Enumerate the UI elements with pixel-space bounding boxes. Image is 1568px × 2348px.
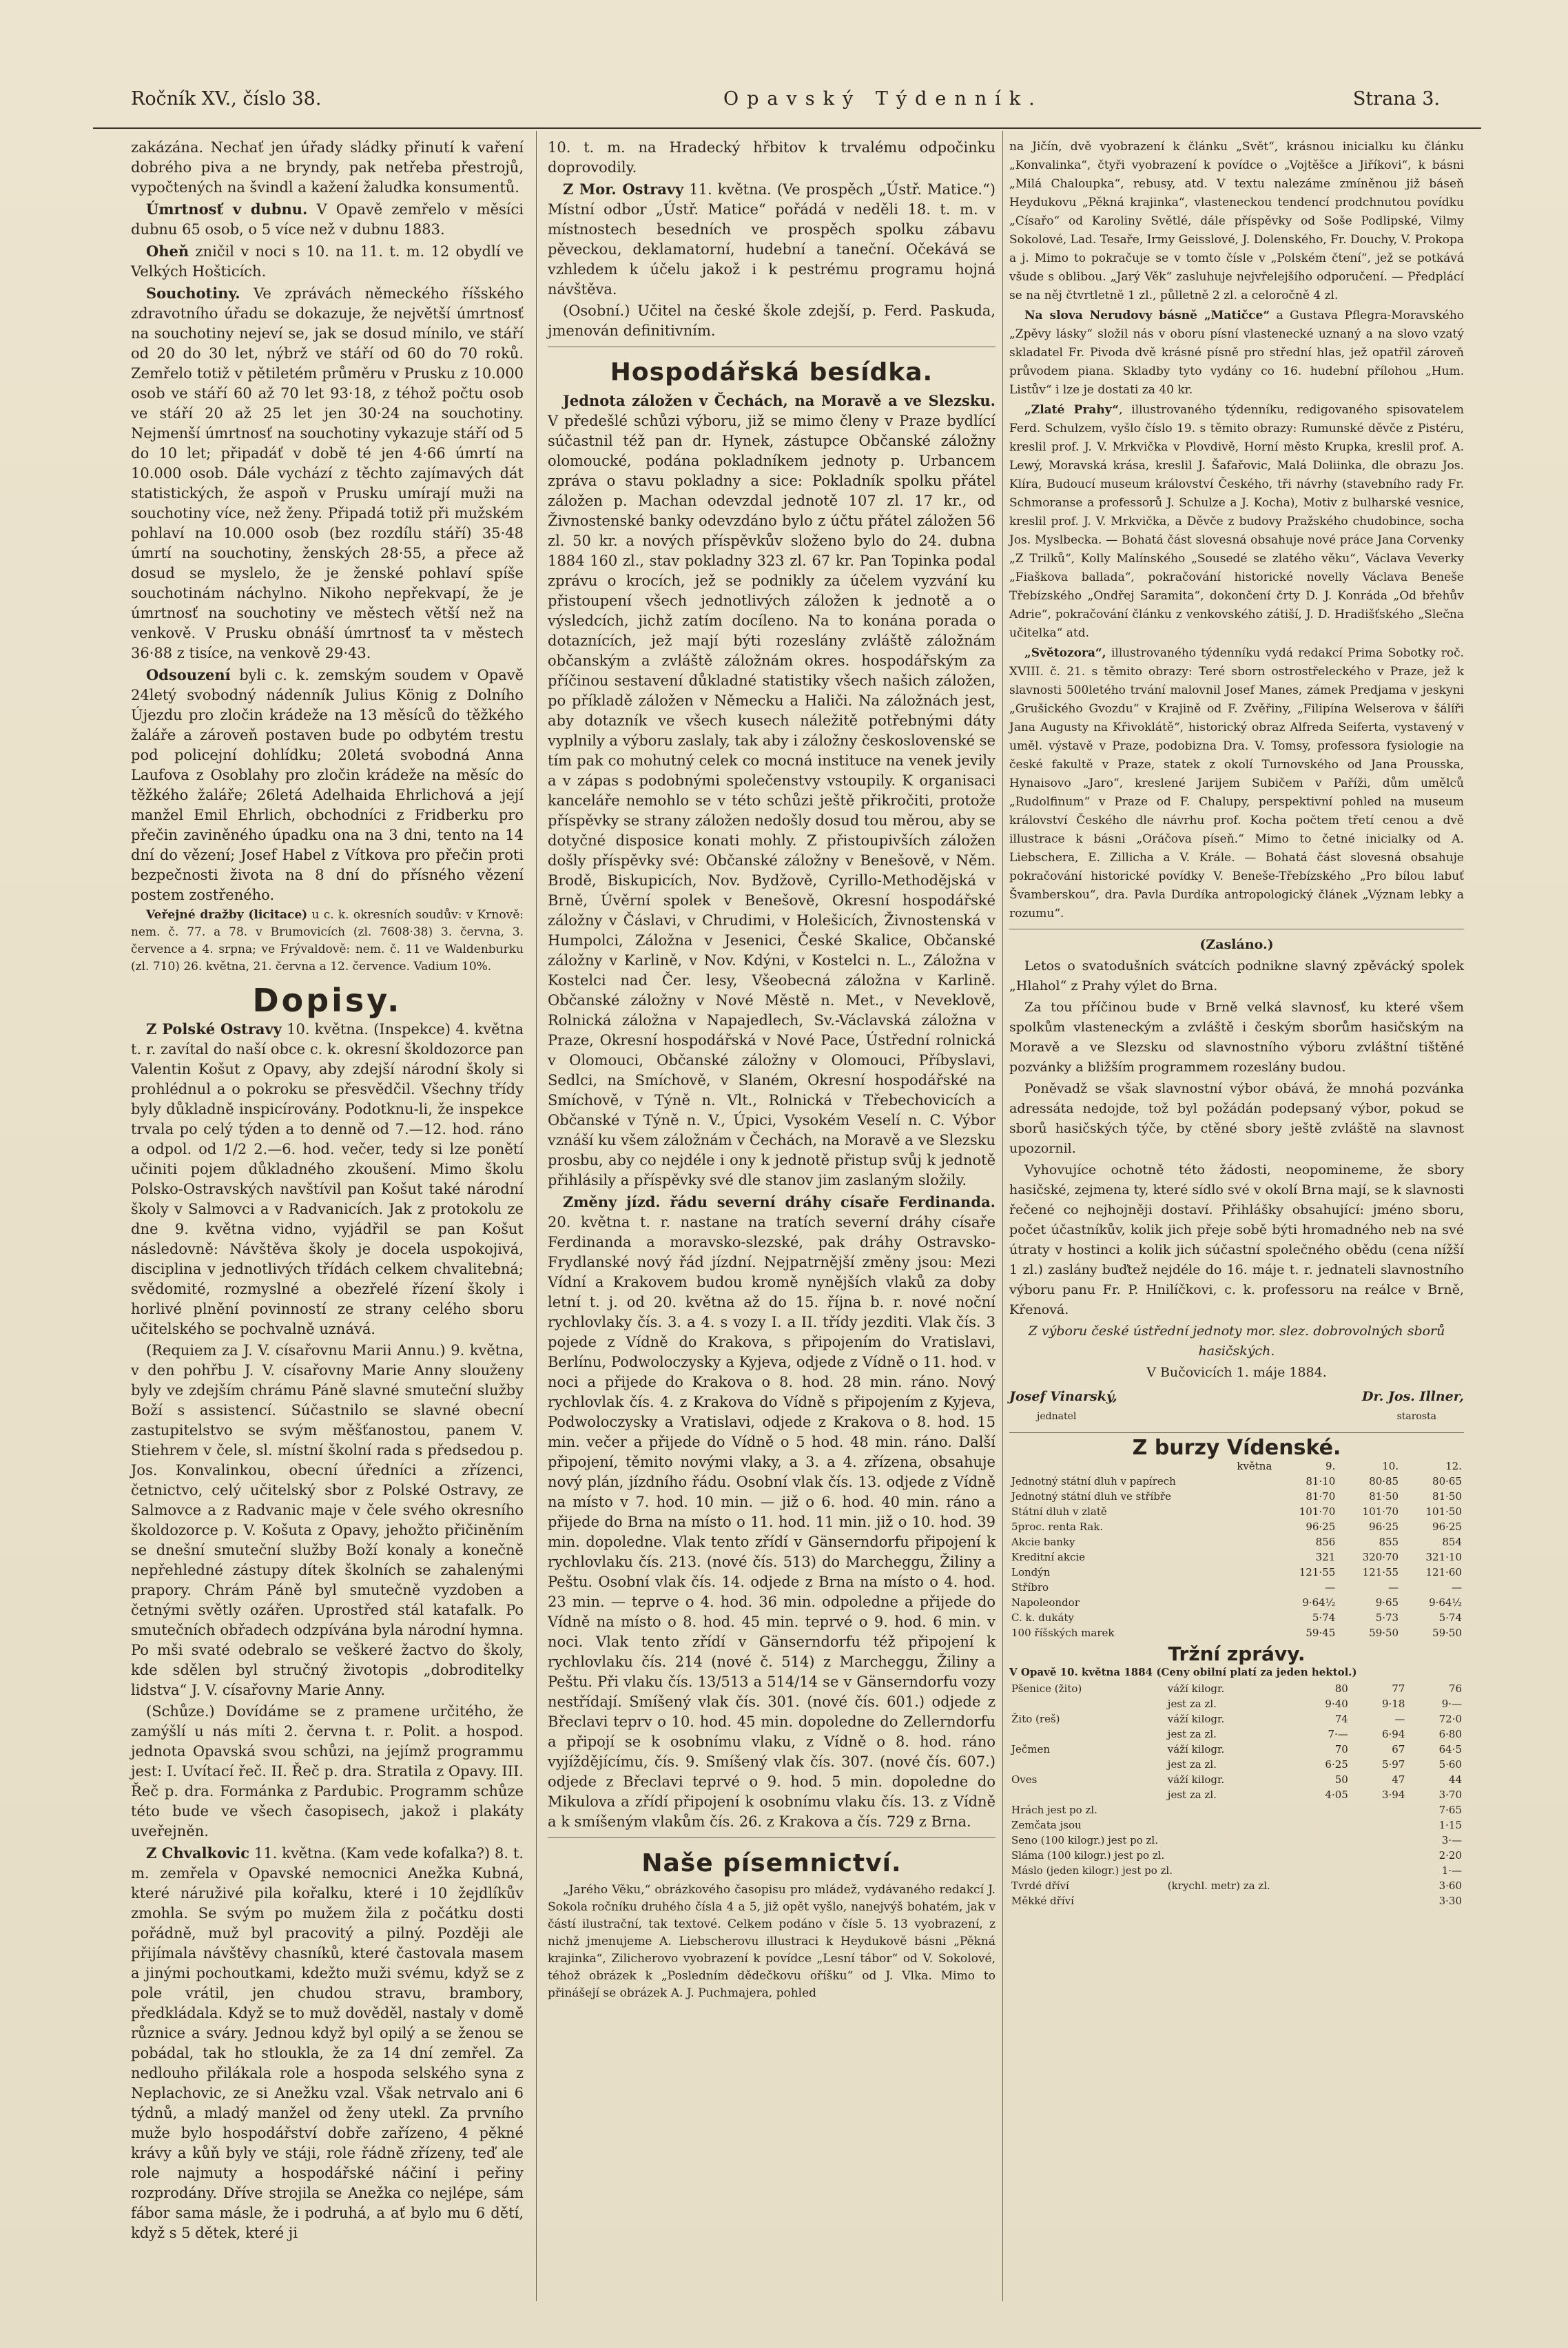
divider: [1009, 1432, 1464, 1433]
table-cell: 320·70: [1362, 1551, 1399, 1563]
table-cell: 6·25: [1325, 1758, 1348, 1771]
table-cell: jest za zl.: [1167, 1698, 1217, 1710]
table-header: 9.: [1325, 1460, 1336, 1472]
table-cell: Kreditní akcie: [1011, 1551, 1086, 1563]
burza-table: [1009, 1459, 1464, 1640]
article-text: na Jičín, dvě vyobrazení k článku „Svět“, krásnou inicialku ku článku „Konvalinka“, čtyři vyobrazení k povídce o „Vojtěšce a Jiříkovi“, k básni „Milá Chaloupka“, rebusy, atd. V textu nalezáme zmíněnou již báseň Heydukovu „Pěkná krajinka“, vlasteneckou tendencí prodchnutou povídku „Císařo“ od Karoliny Světlé, dále příspěvky od Soše Podlipské, Vilmy Sokolové, Lad. Tesaře, Irmy Geisslové, J. Dolenského, Fr. Douchy, V. Prokopa a j. Mimo to pokračuje se v tomto čísle v „Polském čtení“, jež se potkává všude s oblibou. „Jarý Věk“ zasluhuje nejvřelejšího odporučení. — Předplácí se na něj čtvrtletně 1 zl., půlletně 2 zl. a celoročně 4 zl.: [1009, 140, 1464, 302]
table-cell: 3·60: [1438, 1880, 1462, 1892]
table-cell: 101·70: [1362, 1505, 1399, 1518]
table-row: [1009, 1742, 1464, 1757]
table-row: [1009, 1681, 1464, 1696]
table-cell: 80·65: [1432, 1475, 1462, 1487]
table-row: [1009, 1549, 1464, 1565]
article-ohen: Oheň zničil v noci s 10. na 11. t. m. 12 obydlí ve Velkých Hošticích.: [131, 243, 524, 280]
letter-chvalkovice: Z Chvalkovic 11. května. (Kam vede kofalka?) 8. t. m. zemřela v Opavské nemocnici Anežka Kubná, které náruživé pila kořalku, které i 10 žejdlíkův zmohla. Se svým po mužem žila z počátku dosti pořádně, muž byl pracovitý a pilný. Později ale přijímala návštěvy chasníků, které častovala masem a jinými pochoutkami, kdežto muži svému, když se z pole vrátil, jen chudou stravu, brambory, předkládala. Když se to muž dověděl, nastaly v domě různice a sváry. Jednou když byl opilý a se ženou se pobádal, tak ho stloukla, že za 14 dní zemřel. Za nedlouho přilákala role a hospoda selského syna z Neplachovic, ze si Anežku vzal. Však netrvalo ani 6 týdnů, a mladý manžel od ženy utekl. Za prvního muže bylo hospodářství dobře zařízeno, 4 pěkné krávy a kůň byly ve stáji, role řádně zřízeny, teď ale role najmuty a hospodářské náčiní i peřiny rozprodány. Dříve strojila se Anežka co nejlépe, sám fábor sama másle, že i podruhá, a ať bylo mu 6 dětí, když s 5 dětek, které ji: [131, 1844, 524, 2241]
role-left: jednatel: [1037, 1411, 1077, 1422]
table-cell: 856: [1315, 1536, 1336, 1548]
table-cell: 3·30: [1438, 1895, 1462, 1907]
table-row: [1009, 1863, 1464, 1878]
table-row: [1009, 1504, 1464, 1519]
table-cell: 80·85: [1369, 1475, 1399, 1487]
table-cell: 50: [1334, 1773, 1348, 1786]
table-cell: 2·20: [1438, 1849, 1462, 1862]
table-cell: Ječmen: [1011, 1743, 1051, 1755]
article-drazby: Veřejné dražby (licitace) u c. k. okresních soudův: v Krnově: nem. č. 77. a 78. v Brumovicích (zl. 7608·38) 3. června, 3. července a 4. srpna; ve Frývaldově: nem. č. 11 ve Waldenburku (zl. 710) 26. května, 21. června a 12. července. Vadium 10%.: [131, 908, 524, 974]
table-row: [1009, 1580, 1464, 1595]
table-cell: 121·55: [1362, 1566, 1399, 1578]
letter-mor-ostrava: Z Mor. Ostravy 11. května. (Ve prospěch „Ústř. Matice.“) Místní odbor „Ústř. Matice“ pořádá v neděli 18. t. m. v místnostech besedních ve prospěch spolku zábavu pěveckou, deklamatorní, hudební a taneční. Očekává se vzhledem k účelu jakož i k pestrému programu hojná návštěva.: [548, 181, 996, 298]
zaslano-signature-line: Z výboru české ústřední jednoty mor. slez. dobrovolných sborů hasičských.: [1028, 1324, 1445, 1359]
table-cell: 6·80: [1438, 1728, 1462, 1740]
letter-polska-ostrava: Z Polské Ostravy 10. května. (Inspekce) 4. května t. r. zavítal do naší obce c. k. okresní školdozorce pan Valentin Košut z Opavy, aby zdejší národní školy si prohlédnul a o pokroku se přesvědčil. Všechny třídy byly důkladně inspicírovány. Podotknu-li, že inspekce trvala po celý týden a to denně od 7.—12. hod. ráno a odpol. od 1/2 2.—6. hod. večer, tedy si lze ponětí učiniti pojem důkladného zkoušení. Mimo školu Polsko-Ostravských navštívil pan Košut také národní školy v Salmovci a v Radvanicích. Jak z protokolu ze dne 9. května vidno, vyjádřil se pan Košut následovně: Návštěva školy je docela uspokojivá, disciplina v jednotlivých třídách celkem chvalitebná; svědomité, rozmyslné a obezřelé řízení školy i horlivé plnění povinností ze strany celého sboru učitelského se pochvalně uznává.: [131, 1020, 524, 1337]
table-row: [1009, 1625, 1464, 1640]
table-cell: 121·60: [1425, 1566, 1462, 1578]
page-number: Strana 3.: [1352, 88, 1440, 110]
column-divider: [536, 131, 537, 2301]
article-text: 10. t. m. na Hradecký hřbitov k trvalému odpočinku doprovodily.: [548, 139, 996, 176]
table-row: [1009, 1787, 1464, 1802]
table-row: [1009, 1610, 1464, 1625]
signature-roles: [1009, 1407, 1464, 1427]
table-cell: 7·65: [1438, 1804, 1462, 1816]
table-cell: Měkké dříví: [1011, 1895, 1074, 1907]
table-cell: 96·25: [1306, 1521, 1336, 1533]
table-cell: 855: [1379, 1536, 1399, 1548]
table-cell: 81·70: [1306, 1490, 1336, 1503]
table-cell: 64·5: [1438, 1743, 1462, 1755]
table-cell: 9·65: [1375, 1596, 1399, 1609]
article-text: zakázána. Nechať jen úřady sládky přinutí k vaření dobrého piva a ne bryndy, pak netřeba přestrojů, vypočtených na švindl a kažení žaludka konsumentů.: [131, 139, 524, 196]
table-header: května: [1237, 1460, 1272, 1472]
table-cell: váží kilogr.: [1167, 1773, 1225, 1786]
issue-label: Ročník XV., číslo 38.: [131, 88, 322, 110]
table-header: 12.: [1445, 1460, 1462, 1472]
zaslano-paragraph: Vyhovujíce ochotně této žádosti, neopomineme, že sbory hasičské, zejmena ty, které sídlo své v okolí Brna mají, se k slavnosti řečené co nejhojněji dostaví. Přihlášky obsahující: jméno sboru, počet účastníkův, kolik jich přeje sobě býti hromadného neb na své útraty v hostinci a kolik jich súčastní společného obědu (cena nížší 1 zl.) zaslány buďtež nejdéle do 16. máje t. r. jednateli slavnostního výboru panu Fr. P. Hnilíčkovi, c. k. professoru na reálce v Brně, Křenová.: [1009, 1162, 1464, 1317]
signature-left: Josef Vinarský,: [1009, 1389, 1117, 1404]
signature-right: Dr. Jos. Illner,: [1361, 1389, 1464, 1404]
table-cell: Žito (reš): [1011, 1713, 1060, 1725]
table-cell: 44: [1448, 1773, 1462, 1786]
article-zmeny: Změny jízd. řádu severní dráhy císaře Ferdinanda. 20. května t. r. nastane na tratích severní dráhy císaře Ferdinanda a moravsko-slezské, pak dráhy Ostravsko-Frydlanské nový řád jízdní. Nejpatrnější změny jsou: Mezi Vídní a Krakovem budou kromě nynějších vlaků za doby letní t. j. od 20. května až do 15. října b. r. nové noční rychlovlaky čís. 3. a 4. s vozy I. a II. třídy jezditi. Vlak čís. 3 pojede z Vídně do Krakova, s připojením do Vratislavi, Berlínu, Podwoloczysky a Kyjeva, odjede z Vídně o 11. hod. v noci a přijede do Krakova o 8. hod. 28 min. ráno. Nový rychlovlak čís. 4. z Krakova do Vídně s připojením z Kyjeva, Podwoloczysky a Vratislavi, odjede z Krakova o 8. hod. 15 min. večer a přijede do Vídně o 5 hod. 48 min. ráno. Další připojení, těmito novými vlaky, a 3. a 4. zřízena, obsahuje nový plán, jízdního řádu. Osobní vlak čís. 13. odjede z Vídně na místo v 7. hod. 10 min. — již o 6. hod. 40 min. ráno a přijede do Brna na místo o 11. hod. 11 min. již o 10. hod. 39 min. dopoledne. Vlak tento zřídí v Gänserndorfu připojení k rychlovlaku čís. 213. (nové čís. 513) do Marcheggu, Žiliny a Peštu. Osobní vlak čís. 14. odjede z Brna na místo o 4. hod. 23 min. — teprve o 4. hod. 36 min. odpoledne a přijede do Vídně na místo o 8. hod. 45 min. teprvé o 9. hod. 6 min. v noci. Vlak tento zřídí v Gänserndorfu též připojení k rychlovlaku čís. 214 (nové č. 514) z Marcheggu, Žiliny a Peštu. Při vlaku čís. 13/513 a 514/14 se v Gänserndorfu vozy nestřídají. Smíšený vlak čís. 301. (nové čís. 601.) odjede z Břeclavi teprv o 10. hod. 45 min. dopoledne do Zellerndorfu a připojí se k osobnímu vlaku, z Vídně o 8. hod. ráno vyjíždějícímu, čís. 9. Smíšený vlak čís. 307. (nové čís. 607.) odjede z Břeclavi teprvé o 9. hod. 5 min. dopoledne do Mikulova a zřídí připojení k osobnímu vlaku čís. 13. z Vídně a k smíšeným vlakům čís. 26. z Krakova a čís. 729 z Brna.: [548, 1193, 996, 1830]
table-row: [1009, 1757, 1464, 1772]
table-cell: 81·50: [1369, 1490, 1399, 1503]
table-cell: 47: [1392, 1773, 1405, 1786]
table-cell: Seno (100 kilogr.) jest po zl.: [1011, 1834, 1158, 1846]
table-cell: váží kilogr.: [1167, 1682, 1225, 1695]
table-cell: Jednotný státní dluh v papírech: [1011, 1475, 1176, 1487]
table-cell: 4·05: [1325, 1789, 1348, 1801]
table-cell: Stříbro: [1011, 1581, 1049, 1594]
table-cell: 70: [1334, 1743, 1348, 1755]
table-cell: 59·50: [1369, 1627, 1399, 1639]
table-cell: 121·55: [1299, 1566, 1336, 1578]
table-cell: 9·—: [1441, 1698, 1462, 1710]
table-row: [1009, 1727, 1464, 1742]
table-cell: jest za zl.: [1167, 1728, 1217, 1740]
letter-requiem: (Requiem za J. V. císařovnu Marii Annu.) 9. května, v den pohřbu J. V. císařovny Marie Anny slouženy byly ve zdejším chrámu Páně slavné smuteční služby Boží s assistencí. Súčastnilo se slavné obecní zastupitelstvo se svým měšťanostou, panem V. Stiehrem v čele, sl. místní školní rada s předsedou p. Jos. Konvalinkou, obecní úředníci a zřízenci, četnictvo, celý učitelský sbor z Polské Ostravy, ze Salmovce a z Radvanic maje v čele svého okresního školdozorce p. V. Košuta z Opavy, jehožto přičiněním se dnešní smuteční služby Boží konaly a konečně nepřehledné zástupy dítek školních se zahalenými prapory. Chrám Páně byl smutečně vyzdoben a četnými světly ozářen. Uprostřed stál katafalk. Po smutečních obřadech odzpívána byla národní hymna. Po mši svaté odebralo se veškeré žactvo do školy, kde sdělen byl stručný životopis „dobroditelky lidstva“ J. V. císařovny Marie Anny.: [131, 1342, 524, 1698]
trzni-table: [1009, 1681, 1464, 1908]
table-cell: 1·15: [1438, 1819, 1462, 1831]
table-cell: [1009, 1757, 1166, 1772]
table-row: [1009, 1893, 1464, 1908]
section-title-hospodarska: Hospodářská besídka.: [610, 358, 933, 387]
zaslano-paragraph: Poněvadž se však slavnostní výbor obává, že mnohá pozvánka adressáta nedojde, tož byl požádán podepsaný výbor, pokud se sborů hasičských týče, by ctěné sbory ještě zvláště na slavnost upozornil.: [1009, 1081, 1464, 1156]
table-cell: Státní dluh v zlatě: [1011, 1505, 1107, 1518]
table-cell: 9·64½: [1429, 1596, 1462, 1609]
table-cell: 96·25: [1369, 1521, 1399, 1533]
table-row: [1009, 1772, 1464, 1787]
table-row: [1009, 1878, 1464, 1893]
table-cell: 59·45: [1306, 1627, 1336, 1639]
table-cell: 72·0: [1438, 1713, 1462, 1725]
table-cell: 5·74: [1312, 1611, 1336, 1624]
table-cell: [1009, 1727, 1166, 1742]
letter-schuze: (Schůze.) Dovídáme se z pramene určitého, že zamýšlí u nás míti 2. června t. r. Polit. a hospod. jednota Opavská svou schůzi, na jejímž programmu jest: I. Uvítací řeč. II. Řeč p. dra. Stratila z Opavy. III. Řeč p. dra. Formánka z Pardubic. Programm schůze této bude ve všech časopisech, jakož i plakáty uveřejněn.: [131, 1703, 524, 1840]
column-divider: [1002, 131, 1003, 2301]
article-odsouzeni: Odsouzení byli c. k. zemským soudem v Opavě 24letý svobodný nádenník Julius König z Dolního Újezdu pro zločin krádeže na 13 měsíců do těžkého žaláře a zároveň postaven bude po odbytém trestu pod policejní dohlídku; 20letá svobodná Anna Laufova z Osoblahy pro zločin krádeže na měsíc do těžkého žaláře; 26letá Adelhaida Ehrlichová a její manžel Emil Ehrlich, obchodníci z Fridberku pro přečin zaviněného úpadku ona na 3 dni, tento na 14 dní do vězení; Josef Habel z Vítkova pro přečin proti bezpečnosti života na 8 dní do přísného vězení postem zostřeného.: [131, 666, 524, 903]
trzni-title: Tržní zprávy.: [1168, 1642, 1306, 1665]
signatures: [1009, 1387, 1464, 1407]
section-title-pisemnictvi: Naše písemnictví.: [641, 1849, 902, 1877]
role-right: starosta: [1396, 1411, 1436, 1422]
table-cell: 96·25: [1432, 1521, 1462, 1533]
table-cell: 81·50: [1432, 1490, 1462, 1503]
table-cell: jest za zl.: [1167, 1789, 1217, 1801]
table-cell: Pšenice (žito): [1011, 1682, 1082, 1695]
table-cell: Zemčata jsou: [1011, 1819, 1082, 1831]
article-maticce: Na slova Nerudovy básně „Matičce“ a Gustava Pflegra-Moravského „Zpěvy lásky“ složil nás v oboru písní vlastenecké uznaný a na slovo vzatý skladatel Fr. Pivoda dvě krásné písně pro střední hlas, jež opatřil zároveň průvodem piana. Skladby tyto vydány co 16. hudební přílohou „Hum. Listův“ i lze je dostati za 40 kr.: [1009, 309, 1465, 397]
table-cell: Akcie banky: [1011, 1536, 1075, 1548]
table-row: [1009, 1565, 1464, 1580]
table-cell: 5·74: [1438, 1611, 1462, 1624]
table-row: [1009, 1489, 1464, 1504]
table-row: [1009, 1711, 1464, 1727]
table-row: [1009, 1519, 1464, 1534]
column-3: [1009, 138, 1464, 1908]
table-cell: Hrách jest po zl.: [1011, 1804, 1097, 1816]
article-souchotiny: Souchotiny. Ve zprávách německého říšského zdravotního úřadu se dokazuje, že největší úmrtnosť na souchotiny nejeví se, jak se dosud mínilo, ve stáří od 20 do 30 let, nýbrž ve stáří od 60 do 70 roků. Zemřelo totiž v pětiletém průměru v Prusku z 10.000 osob ve stáří 60 až 70 let 93·18, z téhož počtu osob ve stáří 20 až 25 let jen 30·24 na souchotiny. Nejmenší úmrtnosť na souchotiny vykazuje stáří od 5 do 10 let; připadáť v době té jen 4·66 úmrtí na 10.000 osob. Dále vychází z těchto zajímavých dát statistických, že aspoň v Prusku umírají muži na souchotiny více, než ženy. Připadá totiž při mužském pohlaví na 10.000 osob (bez rozdílu stáří) 35·48 úmrtí na souchotiny, ženských 28·55, a přece až dosud se myslelo, že je ženské pohlaví spíše souchotinám náchylno. Nikoho nepřekvapí, že je úmrtnosť na souchotiny ve městech větší než na venkově. V Prusku obnáší úmrtnosť ta v městech 36·88 z tisíce, na venkově 29·43.: [131, 285, 524, 661]
table-row: [1009, 1848, 1464, 1863]
table-cell: —: [1388, 1581, 1399, 1594]
table-cell: jest za zl.: [1167, 1758, 1217, 1771]
table-cell: 321: [1315, 1551, 1336, 1563]
table-row: [1009, 1474, 1464, 1489]
table-cell: —: [1394, 1713, 1405, 1725]
table-cell: —: [1325, 1581, 1336, 1594]
article-jary-vek: „Jarého Věku,“ obrázkového časopisu pro mládež, vydávaného redakcí J. Sokola ročníku druhého čísla 4 a 5, již opět vyšlo, nanejvýš bohatém, jak v částí ilustrační, tak textové. Celkem podáno v čísle 5. 13 vyobrazení, z nichž jmenujeme A. Liebscherovu illustraci k Heydukově básni „Pěkná krajinka“, Zilicherovo vyobrazení k povídce „Lesní tábor“ od V. Sokolové, téhož obrázek k „Posledním dědečkovu oříšku“ od J. Vlka. Mimo to přinášejí se obrázek A. J. Puchmajera, pohled: [548, 1883, 996, 2000]
table-cell: 5proc. renta Rak.: [1011, 1521, 1104, 1533]
zaslano-paragraph: Za tou příčinou bude v Brně velká slavnosť, ku které všem spolkům vlasteneckým a zvláště i českým sborům hasičským na Moravě a ve Slezsku od slavnostního výboru zvláštní tištěné pozvánky a bližším programmem rozeslány budou.: [1009, 1000, 1464, 1075]
trzni-note: V Opavě 10. května 1884 (Ceny obilní platí za jeden hektol.): [1009, 1666, 1357, 1678]
header-rule: [93, 127, 1481, 129]
table-cell: 7·—: [1328, 1728, 1348, 1740]
table-cell: 76: [1448, 1682, 1462, 1695]
zaslano-block: [1009, 935, 1464, 1427]
table-cell: 67: [1392, 1743, 1405, 1755]
table-cell: 1·—: [1441, 1864, 1462, 1877]
table-cell: 5·73: [1375, 1611, 1399, 1624]
table-cell: —: [1452, 1581, 1462, 1594]
table-cell: C. k. dukáty: [1011, 1611, 1074, 1624]
table-cell: Jednotný státní dluh ve stříbře: [1011, 1490, 1171, 1503]
table-header-row: [1009, 1459, 1464, 1474]
article-zlata-praha: „Zlaté Prahy“, illustrovaného týdenníku, redigovaného spisovatelem Ferd. Schulzem, vyšlo číslo 19. s těmito obrazy: Rumunské děvče z Pistéru, kreslil prof. J. V. Mrkvička v Plovdivě, Horní město Krupka, kreslil prof. A. Lewý, Moravská krása, kreslil J. Šafařovic, Malá Doliinka, dle obrazu Jos. Klíra, Budoucí museum království Českého, tři návrhy (stavebního rady Fr. Schmoranse a professorů J. Schulze a J. Kocha), Motiv z bulharské vesnice, kreslil prof. J. V. Mrkvička, a Děvče z budovy Pražského chudobince, socha Jos. Myslbecka. — Bohatá část slovesná obsahuje nové práce Jana Corvenky „Z Trilků“, Kolly Malínského „Sousedé se zlatého věku“, Václava Veverky „Fiaškova ballada“, pokračování historické novelly Václava Beneše Třebízského „Ondřej Saramita“, dokončení črty D. J. Konráda „Od břehův Adrie“, pokračování článku z venkovského zátiší, J. D. Hradišťského „Slečna učitelka“ atd.: [1009, 403, 1464, 640]
column-2: [548, 138, 996, 2004]
table-cell: 5·60: [1438, 1758, 1462, 1771]
table-cell: 3·—: [1441, 1834, 1462, 1846]
zaslano-paragraph: Letos o svatodušních svátcích podnikne slavný zpěvácký spolek „Hlahol“ z Prahy výlet do Brna.: [1009, 958, 1464, 993]
table-cell: Tvrdé dříví: [1011, 1880, 1069, 1892]
table-cell: 77: [1392, 1682, 1405, 1695]
table-header: 10.: [1382, 1460, 1399, 1472]
column-1: [131, 138, 524, 2245]
table-cell: Sláma (100 kilogr.) jest po zl.: [1011, 1849, 1165, 1862]
section-title-dopisy: Dopisy.: [252, 982, 402, 1019]
table-cell: 59·50: [1432, 1627, 1462, 1639]
burza-title: Z burzy Vídenské.: [1132, 1436, 1341, 1460]
table-cell: Máslo (jeden kilogr.) jest po zl.: [1011, 1864, 1173, 1877]
table-cell: 101·50: [1425, 1505, 1462, 1518]
table-cell: 101·70: [1299, 1505, 1336, 1518]
table-row: [1009, 1696, 1464, 1711]
article-jednota: Jednota záložen v Čechách, na Moravě a ve Slezsku. V předešlé schůzi výboru, již se mimo členy v Praze bydlící súčastnil též pan dr. Hynek, zástupce Občanské záložny olomoucké, podána pokladníkem jednoty p. Urbancem zpráva o stavu pokladny a sice: Pokladník spolku přátel záložen p. Machan odevzdal jednotě 107 zl. 17 kr., od Živnostenské banky odevzdáno bylo z účtu přátel záložen 56 zl. 50 kr. a nových příspěvkův složeno bylo do 24. dubna 1884 160 zl., stav pokladny 323 zl. 67 kr. Pan Topinka podal zprávu o krocích, jež se podnikly za účelem vyzvání ku přistoupení všech jednotlivých záložen k jednotě a o výsledcích, jichž zatím docíleno. Na to konána porada o dotaznících, jež mají býti rozeslány zvláště záložnám občanským a zvláště záložnám okres. hospodářským za příčinou sestavení důkladné statistiky všech našich záložen, po příkladě záložen v Německu a Haliči. Na záložnách jest, aby dotazník ve všech kusech náležitě potřebnými dáty vyplnily a výboru zaslaly, tak aby i záložny československé se tím pak co mohutný celek co mocná instituce na venek jevily a v zápas s podobnými společenstvy vstoupily. K organisaci kanceláře nemohlo se v této schůzi ještě přikročiti, protože příspěvky se strany záložen nedošly dosud tou měrou, aby se dotyčné disposice konati mohly. Z přistoupivších záložen došly příspěvky své: Občanské záložny v Benešově, v Něm. Brodě, Biskupicích, Nov. Bydžově, Cyrillo-Methodějská v Brně, Úvěrní spolek v Benešově, Okresní hospodářské záložny v Čáslavi, v Chrudimi, v Holešicích, Živnostenská v Humpolci, Záložna v Jesenici, České Skalice, Občanské záložny v Karlině, v Nov. Kdýni, v Kostelci n. L., Záložna v Kostelci nad Čer. lesy, Všeobecná záložna v Karlině. Občanské záložny v Nové Městě n. Met., v Neveklově, Rolnická záložna v Napajedlech, Sv.-Václavská záložna v Praze, Okresní hospodářská v Nové Pace, Ústřední rolnická v Olomouci, Občanské záložny v Olomouci, Příbyslavi, Sedlci, na Smíchově, v Slaném, Okresní hospodářské na Smíchově, v Týně n. Vlt., Rolnická v Třebechovicích a Občanské v Týně n. V., Úpici, Vysokém Veselí n. C. Výbor vznáší ku všem záložnám v Čechách, na Moravě a ve Slezsku prosbu, aby co nejdéle i ony k jednotě přistup svůj k jednotě přihlásily a příspěvky své dle stanov jim zaslaným složily.: [548, 392, 996, 1188]
table-cell: Oves: [1011, 1773, 1038, 1786]
table-cell: 81·10: [1306, 1475, 1336, 1487]
table-cell: 74: [1334, 1713, 1348, 1725]
table-cell: 3·70: [1438, 1789, 1462, 1801]
table-row: [1009, 1833, 1464, 1848]
zaslano-place-date: V Bučovicích 1. máje 1884.: [1146, 1365, 1327, 1380]
table-cell: 80: [1334, 1682, 1348, 1695]
divider: [548, 1837, 996, 1838]
table-cell: 6·94: [1381, 1728, 1405, 1740]
table-cell: váží kilogr.: [1167, 1743, 1225, 1755]
table-cell: Napoleondor: [1011, 1596, 1080, 1609]
table-cell: 854: [1442, 1536, 1462, 1548]
table-cell: Londýn: [1011, 1566, 1051, 1578]
page-header: [131, 88, 1440, 116]
table-cell: [1009, 1787, 1166, 1802]
table-cell: váží kilogr.: [1167, 1713, 1225, 1725]
table-cell: 9·18: [1381, 1698, 1405, 1710]
table-cell: (krychl. metr) za zl.: [1167, 1880, 1270, 1892]
table-row: [1009, 1534, 1464, 1549]
table-cell: 100 říšských marek: [1011, 1627, 1115, 1639]
zaslano-title: (Zasláno.): [1199, 937, 1274, 952]
masthead-title: Opavský Týdenník.: [723, 88, 1043, 110]
article-umrtnost: Úmrtnosť v dubnu. V Opavě zemřelo v měsíci dubnu 65 osob, o 5 více než v dubnu 1883.: [131, 200, 524, 238]
table-row: [1009, 1802, 1464, 1817]
table-cell: 9·64½: [1302, 1596, 1336, 1609]
table-cell: [1009, 1696, 1166, 1711]
table-cell: 321·10: [1425, 1551, 1462, 1563]
table-cell: 5·97: [1381, 1758, 1405, 1771]
table-row: [1009, 1595, 1464, 1610]
table-cell: 3·94: [1381, 1789, 1405, 1801]
table-cell: 9·40: [1325, 1698, 1348, 1710]
article-svetozor: „Světozora“, illustrovaného týdenníku vydá redakcí Prima Sobotky roč. XVIII. č. 21. s těmito obrazy: Teré sborn ostrostřeleckého v Praze, jež k slavnosti 500letého trvání malovnil Josef Manes, zámek Predjama v jeskyni „Grušického Gvozdu“ v Krajině od F. Zvěřiny, „Filipína Welserova v šálíři Jana Augusty na Křivoklátě“, historický obraz Alfreda Seiferta, vystavený v uměl. výstavě v Praze, podobizna Dra. V. Tomsy, professora fysiologie na české fakultě v Praze, statek z okolí Turnovského od Jana Prousska, Hynaisovo „Jaro“, kreslené Jarijem Subičem v Paříži, dům umělců „Rudolfinum“ v Praze od F. Chalupy, perspektivní pohled na museum království Českého dle návrhu prof. Kocha počtem třetí cenou a dvě illustrace k básni „Oráčova píseň.“ Mimo to četné inicialky od A. Liebschera, E. Zillicha a V. Krále. — Bohatá část slovesná obsahuje pokračování historické povídky V. Beneše-Třebízského „Pro bílou labuť Švamberskou“, dra. Pavla Durdíka antropologický článek „Význam lebky a rozumu“.: [1009, 646, 1465, 920]
article-osobni: (Osobní.) Učitel na české škole zdejší, p. Ferd. Paskuda, jmenován definitivním.: [548, 302, 996, 339]
table-row: [1009, 1817, 1464, 1833]
